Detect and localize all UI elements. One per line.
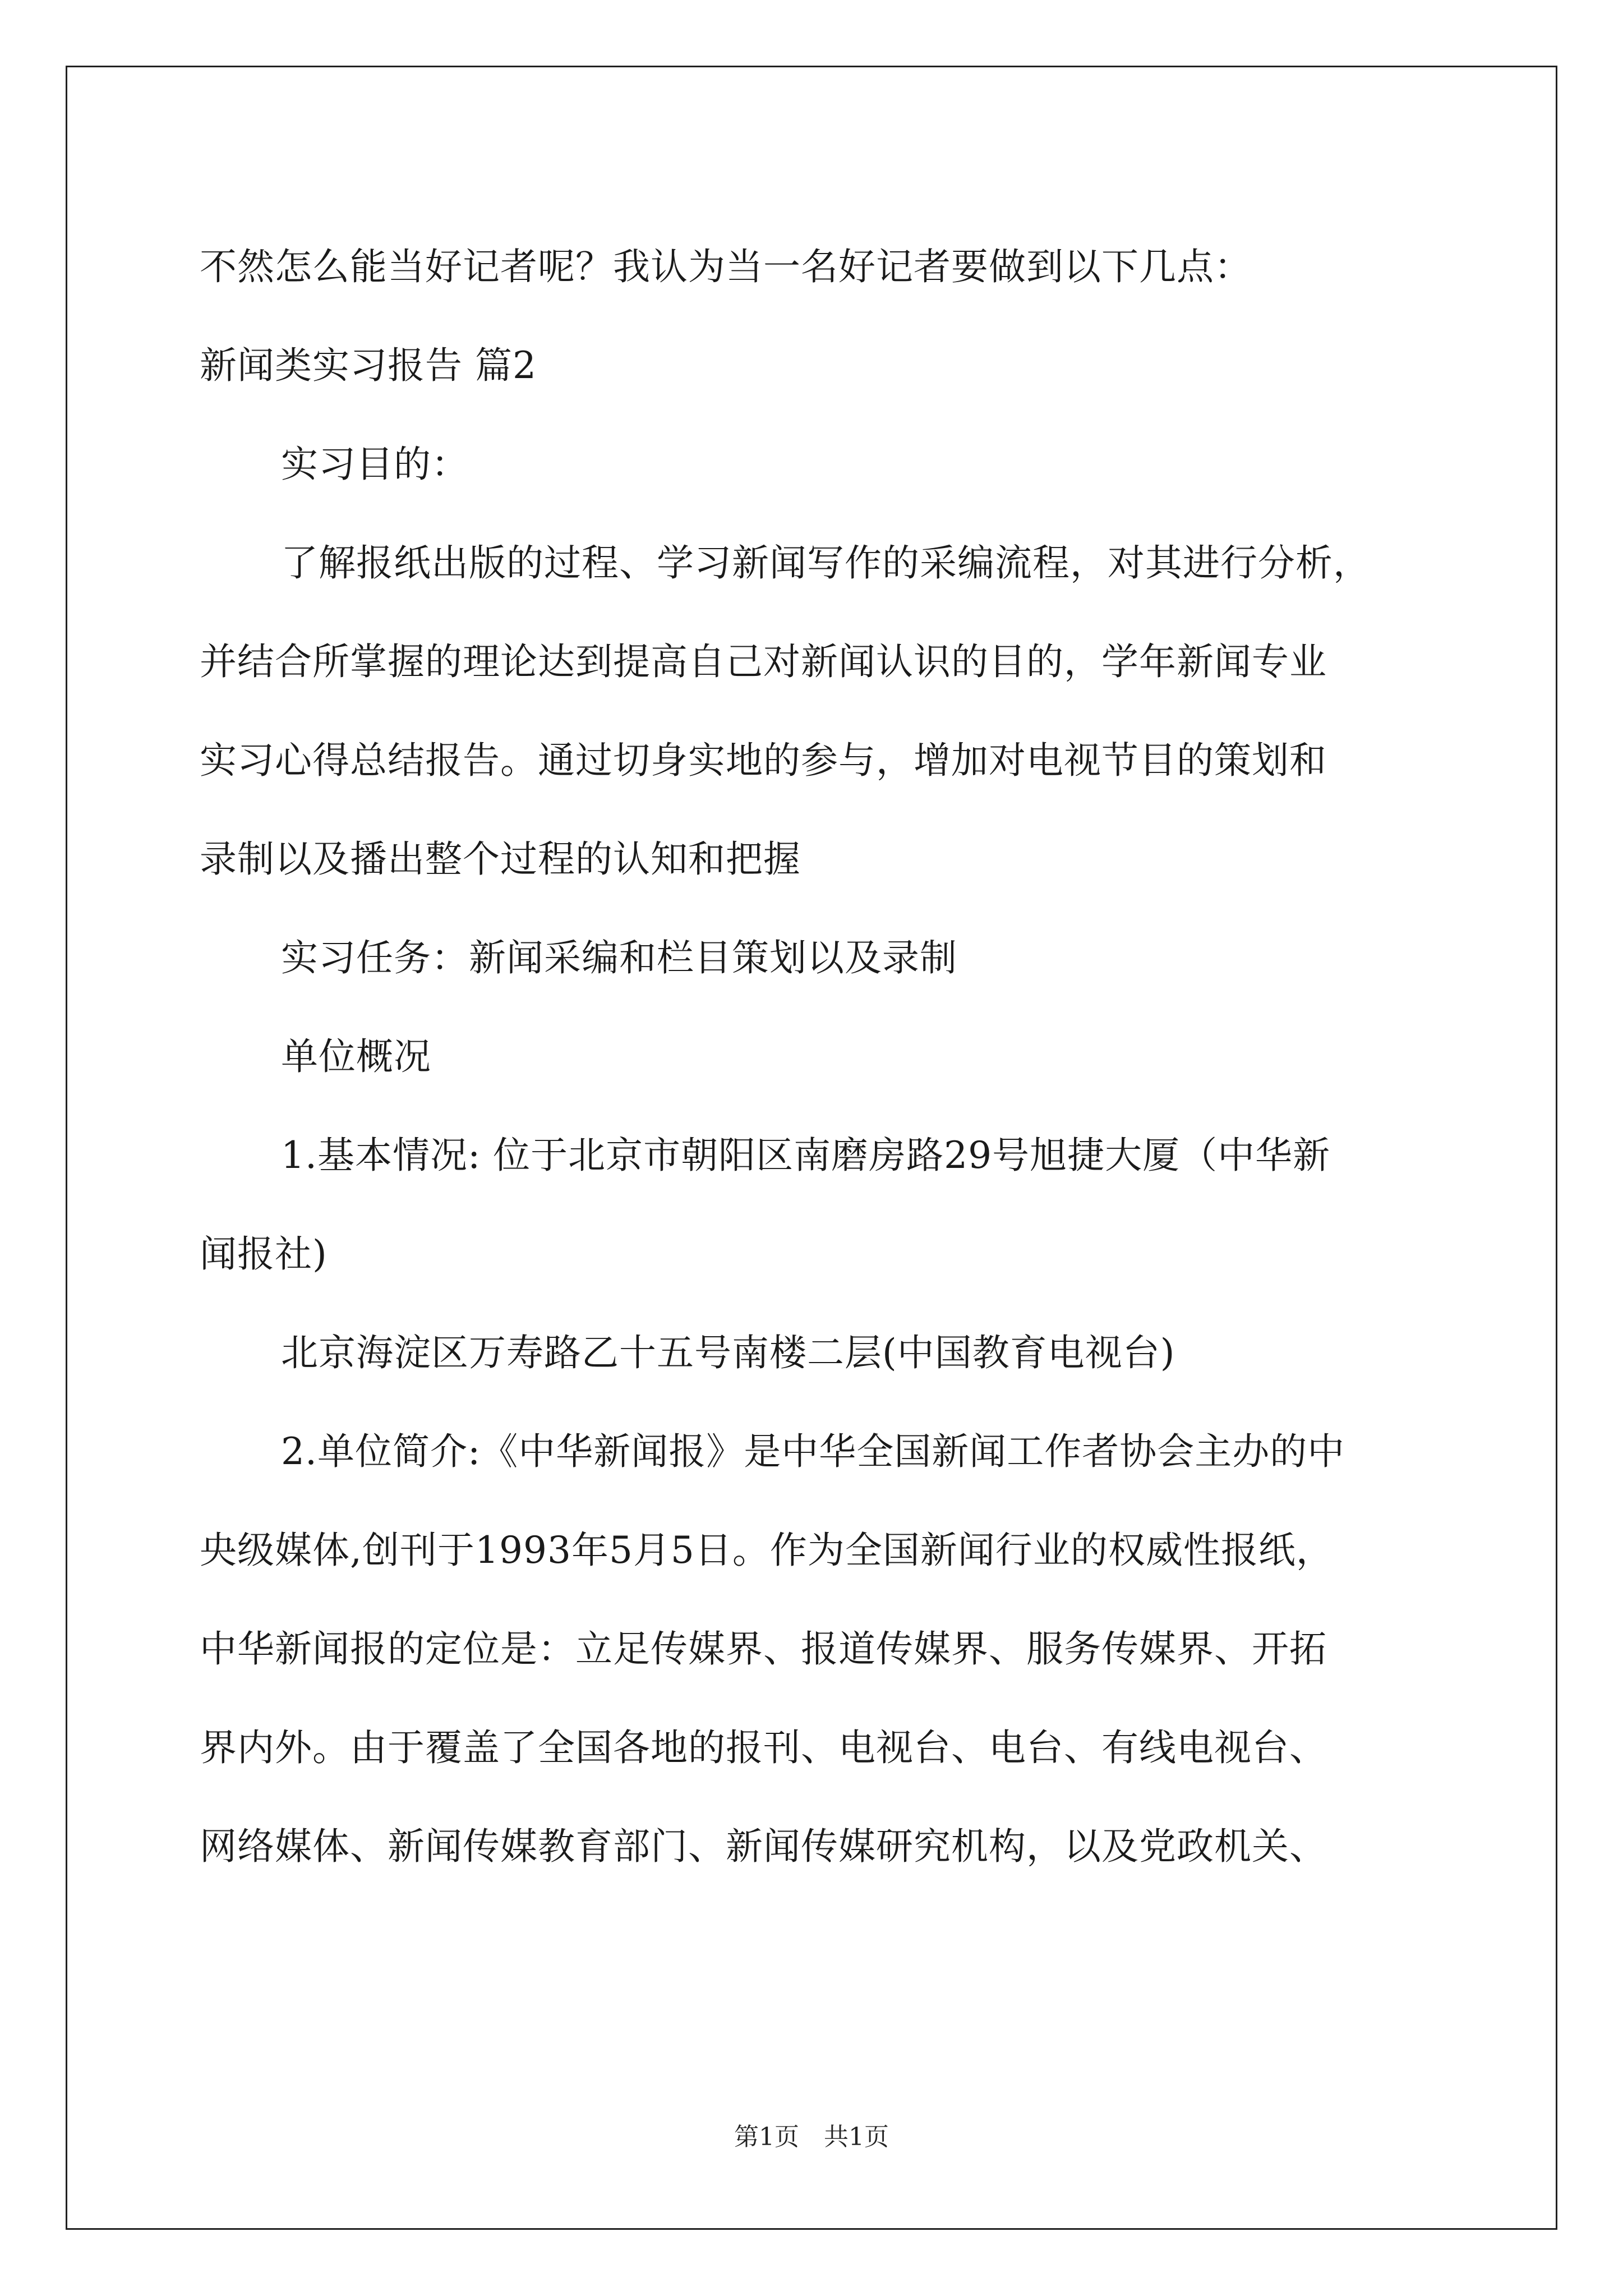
text-line: 录制以及播出整个过程的认知和把握 [200,838,801,881]
text-line: 北京海淀区万寿路乙十五号南楼二层(中国教育电视台) [281,1331,1175,1374]
text-line: 并结合所掌握的理论达到提高自己对新闻认识的目的，学年新闻专业 [200,640,1327,683]
text-line: 界内外。由于覆盖了全国各地的报刊、电视台、电台、有线电视台、 [200,1726,1327,1769]
text-line: 2.单位简介:《中华新闻报》是中华全国新闻工作者协会主办的中 [281,1430,1345,1473]
text-line: 实习心得总结报告。通过切身实地的参与，增加对电视节目的策划和 [200,739,1327,782]
text-line: 闻报社) [200,1232,328,1276]
text-line: 实习任务：新闻采编和栏目策划以及录制 [281,936,957,979]
text-line: 网络媒体、新闻传媒教育部门、新闻传媒研究机构，以及党政机关、 [200,1825,1327,1868]
text-line: 央级媒体,创刊于1993年5月5日。作为全国新闻行业的权威性报纸， [200,1529,1334,1572]
text-line: 不然怎么能当好记者呢？我认为当一名好记者要做到以下几点： [200,245,1252,288]
text-line: 了解报纸出版的过程、学习新闻写作的采编流程，对其进行分析， [281,541,1371,585]
text-line: 实习目的： [281,443,469,486]
section-heading: 新闻类实习报告 篇2 [200,344,537,387]
text-line: 1.基本情况: 位于北京市朝阳区南磨房路29号旭捷大厦（中华新 [281,1134,1331,1177]
text-line: 中华新闻报的定位是：立足传媒界、报道传媒界、服务传媒界、开拓 [200,1627,1327,1671]
text-line: 单位概况 [281,1035,431,1078]
document-body [200,218,1422,1896]
page-number-footer: 第1页 共1页 [734,2123,889,2151]
